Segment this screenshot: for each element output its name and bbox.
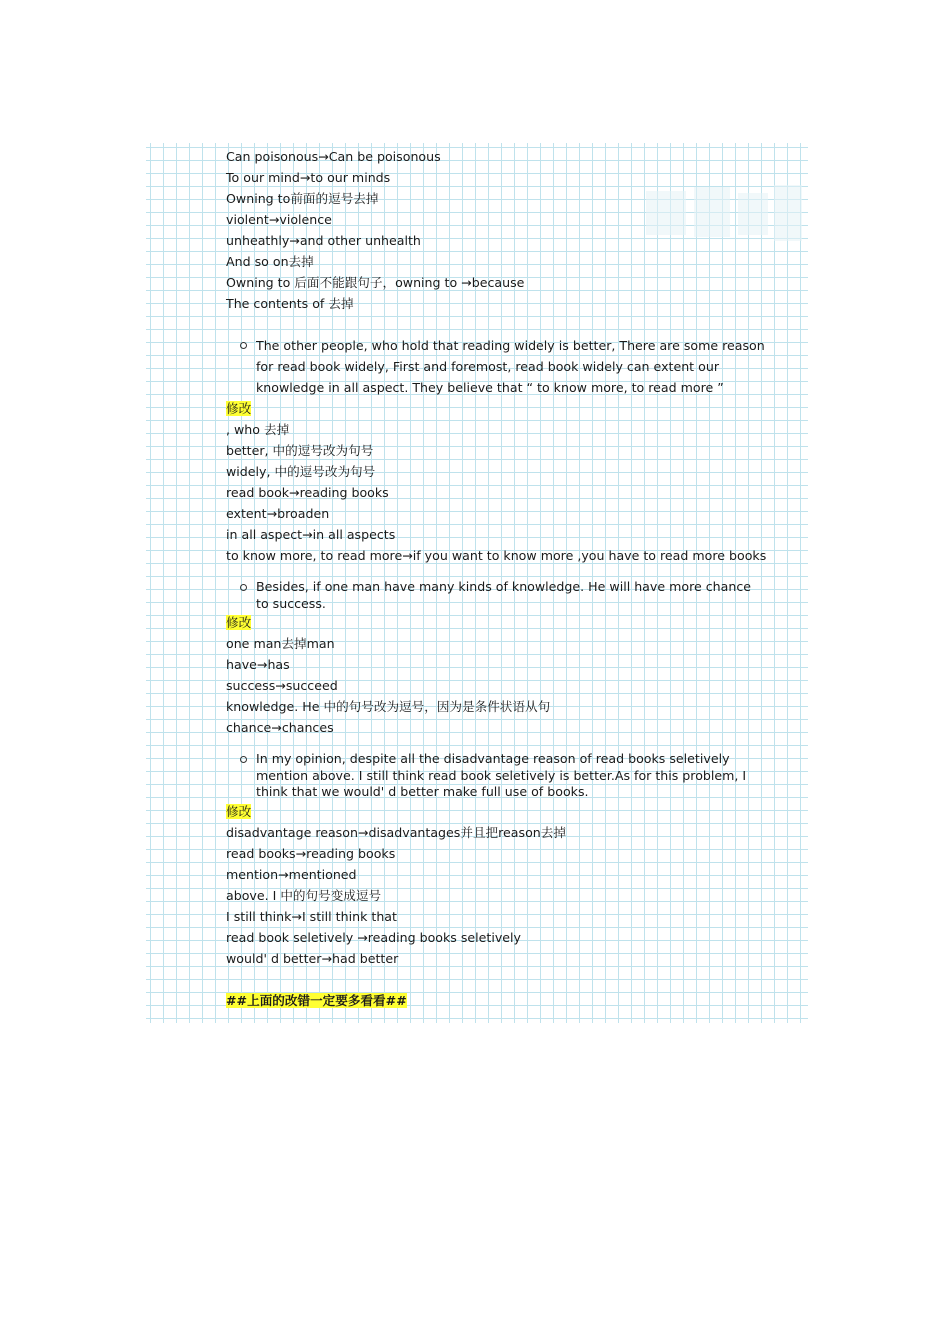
correction-label: 修改 [226, 401, 252, 416]
note-line: better, 中的逗号改为句号 [226, 443, 374, 458]
note-line: one man去掉man [226, 636, 335, 651]
note-line: The contents of 去掉 [226, 296, 354, 311]
original-sentence-text: Besides, if one man have many kinds of knowledge. He will have more chance to success. [256, 579, 751, 611]
note-line: disadvantage reason→disadvantages并且把reason去掉 [226, 824, 566, 840]
note-line: above. I 中的句号变成逗号 [226, 887, 382, 903]
note-line: And so on去掉 [226, 254, 314, 269]
note-line: , who 去掉 [226, 422, 290, 437]
original-sentence-text: In my opinion, despite all the disadvantage reason of read books seletively mention above. I still think read book seletively is better.As for this problem, I think that we would' d better make full use of books. [256, 751, 747, 799]
note-line: success→succeed [226, 678, 338, 693]
note-line: knowledge. He 中的句号改为逗号，因为是条件状语从句 [226, 699, 551, 714]
note-line: to know more, to read more→if you want to know more ,you have to read more books [226, 548, 767, 563]
note-line: have→has [226, 657, 290, 672]
original-sentence-2 [226, 579, 766, 612]
bullet-circle-icon [240, 756, 247, 763]
note-line: chance→chances [226, 720, 334, 735]
original-sentence-text: The other people, who hold that reading widely is better, There are some reason for read book widely, First and foremost, read book widely can extent our knowledge in all aspect. They believe that “ to know more, to read more ” [256, 338, 765, 395]
original-sentence-1 [226, 335, 766, 398]
note-line: read books→reading books [226, 845, 396, 861]
original-sentence-3 [226, 751, 766, 801]
note-line: extent→broaden [226, 506, 330, 521]
bullet-circle-icon [240, 342, 247, 349]
note-line: I still think→I still think that [226, 908, 397, 924]
note-line: Owning to 后面不能跟句子，owning to →because [226, 275, 525, 290]
grid-paper-sheet [146, 143, 808, 1023]
note-line: To our mind→to our minds [226, 170, 391, 185]
note-line: mention→mentioned [226, 866, 357, 882]
footer-note: ##上面的改错一定要多看看## [226, 992, 407, 1008]
note-line: read book→reading books [226, 485, 389, 500]
note-line: in all aspect→in all aspects [226, 527, 396, 542]
correction-label: 修改 [226, 615, 252, 630]
note-line: would' d better→had better [226, 950, 399, 966]
note-line: violent→violence [226, 212, 332, 227]
note-line: Owning to前面的逗号去掉 [226, 191, 379, 206]
correction-label: 修改 [226, 803, 252, 819]
note-line: read book seletively →reading books seletively [226, 929, 522, 945]
bullet-circle-icon [240, 584, 247, 591]
note-line: unheathly→and other unhealth [226, 233, 421, 248]
note-line: widely, 中的逗号改为句号 [226, 464, 376, 479]
notes-content [226, 146, 766, 1011]
note-line: Can poisonous→Can be poisonous [226, 149, 441, 164]
